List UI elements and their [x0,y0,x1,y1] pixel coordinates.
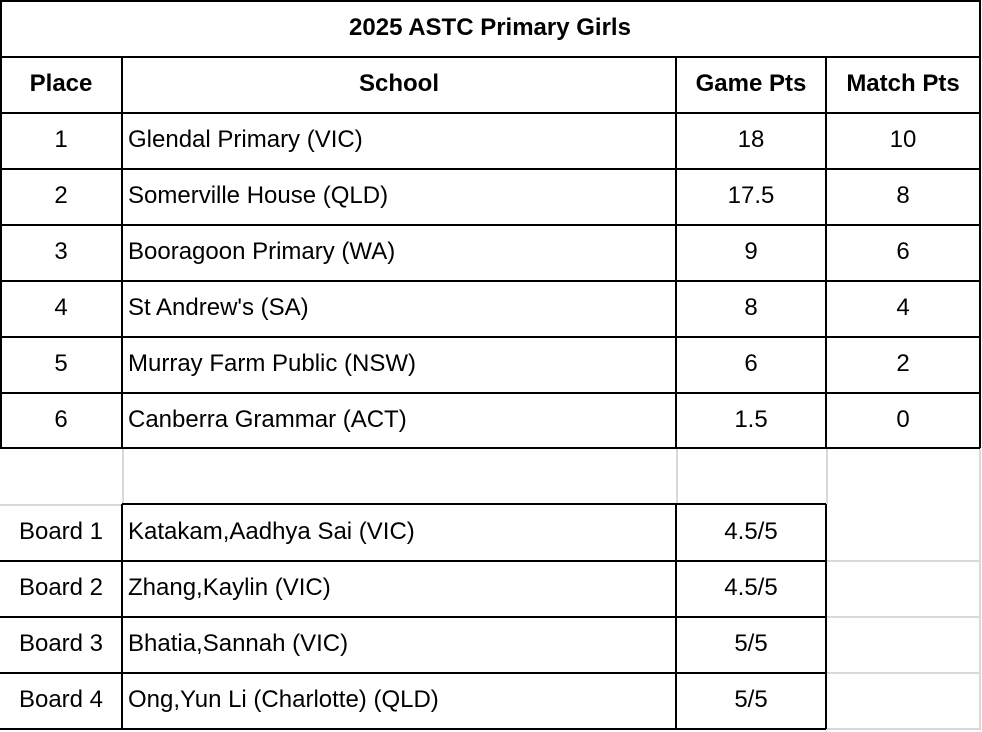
border [0,560,826,562]
standing-game-pts: 6 [744,350,758,377]
header-school: School [358,70,439,97]
gridline [122,448,124,504]
standing-place: 1 [54,126,68,153]
board-player: Bhatia,Sannah (VIC) [128,630,349,657]
gridline [826,672,980,674]
standing-school: Canberra Grammar (ACT) [128,406,407,433]
standing-school: St Andrew's (SA) [128,294,309,321]
border [0,336,980,338]
border [121,56,123,448]
gridline [979,448,981,730]
standing-game-pts: 18 [737,126,765,153]
gridline [826,560,980,562]
gridline [826,728,980,730]
board-player: Ong,Yun Li (Charlotte) (QLD) [128,686,439,713]
border [0,56,980,58]
border [122,503,826,505]
border [825,504,827,729]
border [0,112,980,114]
header-game-pts: Game Pts [695,70,807,97]
standing-game-pts: 8 [744,294,758,321]
border [979,0,981,448]
board-label: Board 2 [18,574,104,601]
standing-match-pts: 6 [896,238,910,265]
header-match-pts: Match Pts [846,70,960,97]
board-score: 4.5/5 [724,574,778,601]
standing-place: 4 [54,294,68,321]
border [0,0,980,2]
board-player: Zhang,Kaylin (VIC) [128,574,331,601]
sheet-title: 2025 ASTC Primary Girls [349,14,631,41]
border [675,56,677,448]
border [0,168,980,170]
standing-match-pts: 4 [896,294,910,321]
board-label: Board 4 [18,686,104,713]
gridline [0,504,122,506]
standing-place: 2 [54,182,68,209]
standing-match-pts: 8 [896,182,910,209]
border [825,56,827,448]
standing-school: Somerville House (QLD) [128,182,389,209]
standing-match-pts: 2 [896,350,910,377]
border [675,504,677,729]
board-player: Katakam,Aadhya Sai (VIC) [128,518,415,545]
border [0,672,826,674]
board-score: 4.5/5 [724,518,778,545]
standing-place: 5 [54,350,68,377]
border [0,447,980,449]
gridline [676,448,678,504]
standing-game-pts: 17.5 [727,182,775,209]
border [0,0,2,448]
board-score: 5/5 [734,686,768,713]
standing-school: Glendal Primary (VIC) [128,126,363,153]
gridline [826,616,980,618]
border [0,280,980,282]
board-label: Board 3 [18,630,104,657]
header-place: Place [29,70,93,97]
gridline [826,448,828,504]
board-label: Board 1 [18,518,104,545]
standing-place: 3 [54,238,68,265]
border [0,392,980,394]
border [0,728,826,730]
standing-school: Booragoon Primary (WA) [128,238,396,265]
standing-match-pts: 0 [896,406,910,433]
board-score: 5/5 [734,630,768,657]
standing-game-pts: 1.5 [734,406,768,433]
standing-game-pts: 9 [744,238,758,265]
standing-school: Murray Farm Public (NSW) [128,350,417,377]
border [121,504,123,729]
standing-place: 6 [54,406,68,433]
standing-match-pts: 10 [889,126,917,153]
border [0,616,826,618]
border [0,224,980,226]
